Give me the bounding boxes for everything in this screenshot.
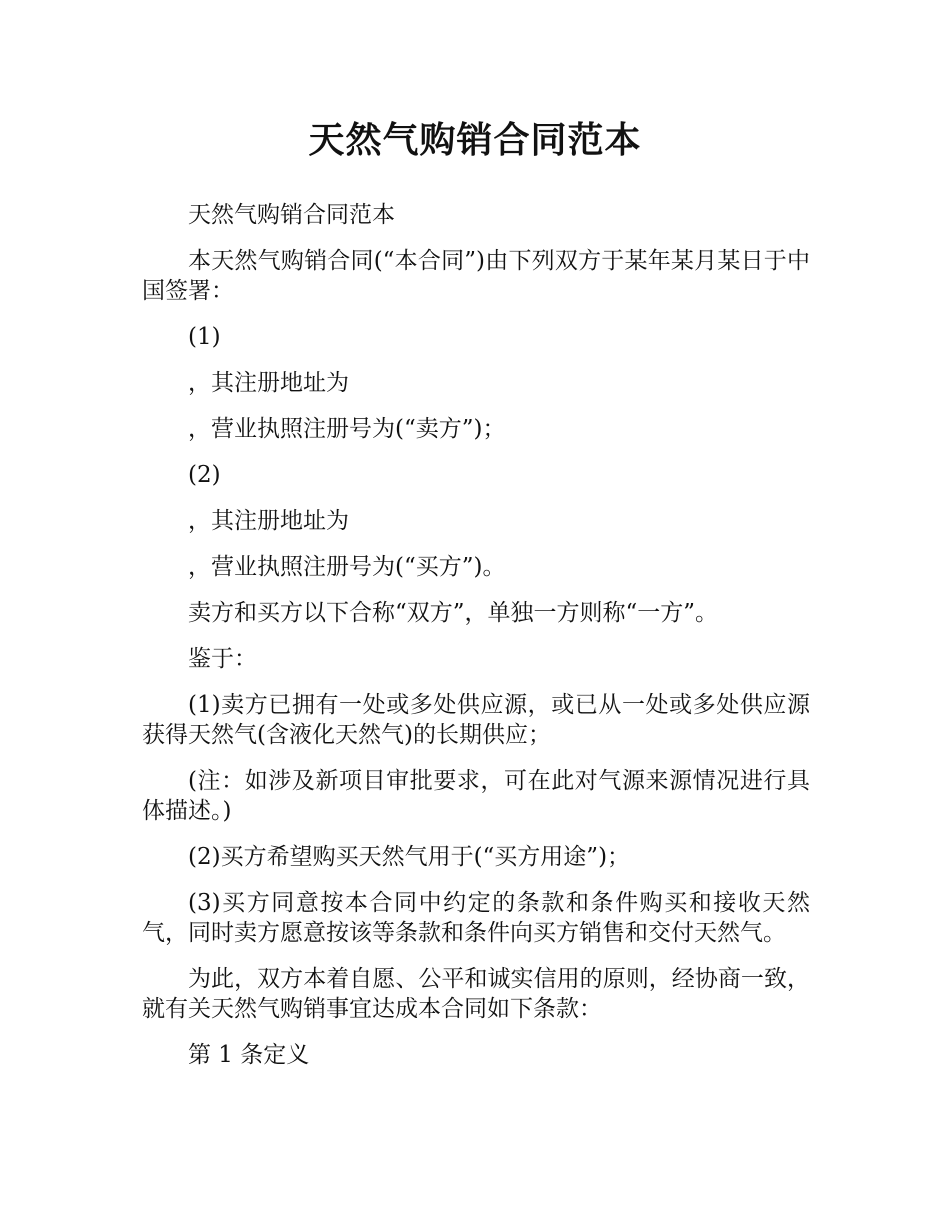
paragraph-agreement: 为此，双方本着自愿、公平和诚实信用的原则，经协商一致，就有关天然气购销事宜达成本合同如下条款： [142,966,810,1022]
paragraph-party-2-license: ，营业执照注册号为(“买方”)。 [188,554,506,580]
paragraph-note: (注：如涉及新项目审批要求，可在此对气源来源情况进行具体描述。) [142,768,810,824]
paragraph-party-2-number: (2) [188,462,221,488]
paragraph-preamble: 本天然气购销合同(“本合同”)由下列双方于某年某月某日于中国签署： [142,248,810,304]
paragraph-recital-1: (1)卖方已拥有一处或多处供应源，或已从一处或多处供应源获得天然气(含液化天然气)的长期供应； [142,692,810,748]
paragraph-whereas: 鉴于： [188,646,257,672]
document-body [142,200,810,1086]
paragraph-party-1-address: ，其注册地址为 [188,370,349,396]
paragraph-parties-definition: 卖方和买方以下合称“双方”，单独一方则称“一方”。 [188,600,719,626]
paragraph-subtitle: 天然气购销合同范本 [188,202,395,228]
paragraph-recital-2: (2)买方希望购买天然气用于(“买方用途”)； [188,844,631,870]
paragraph-article-1-heading: 第 1 条定义 [188,1042,310,1068]
paragraph-recital-3: (3)买方同意按本合同中约定的条款和条件购买和接收天然气，同时卖方愿意按该等条款和条件向买方销售和交付天然气。 [142,890,810,946]
paragraph-party-1-number: (1) [188,324,221,350]
paragraph-party-2-address: ，其注册地址为 [188,508,349,534]
paragraph-party-1-license: ，营业执照注册号为(“卖方”)； [188,416,506,442]
document-title: 天然气购销合同范本 [308,120,642,161]
